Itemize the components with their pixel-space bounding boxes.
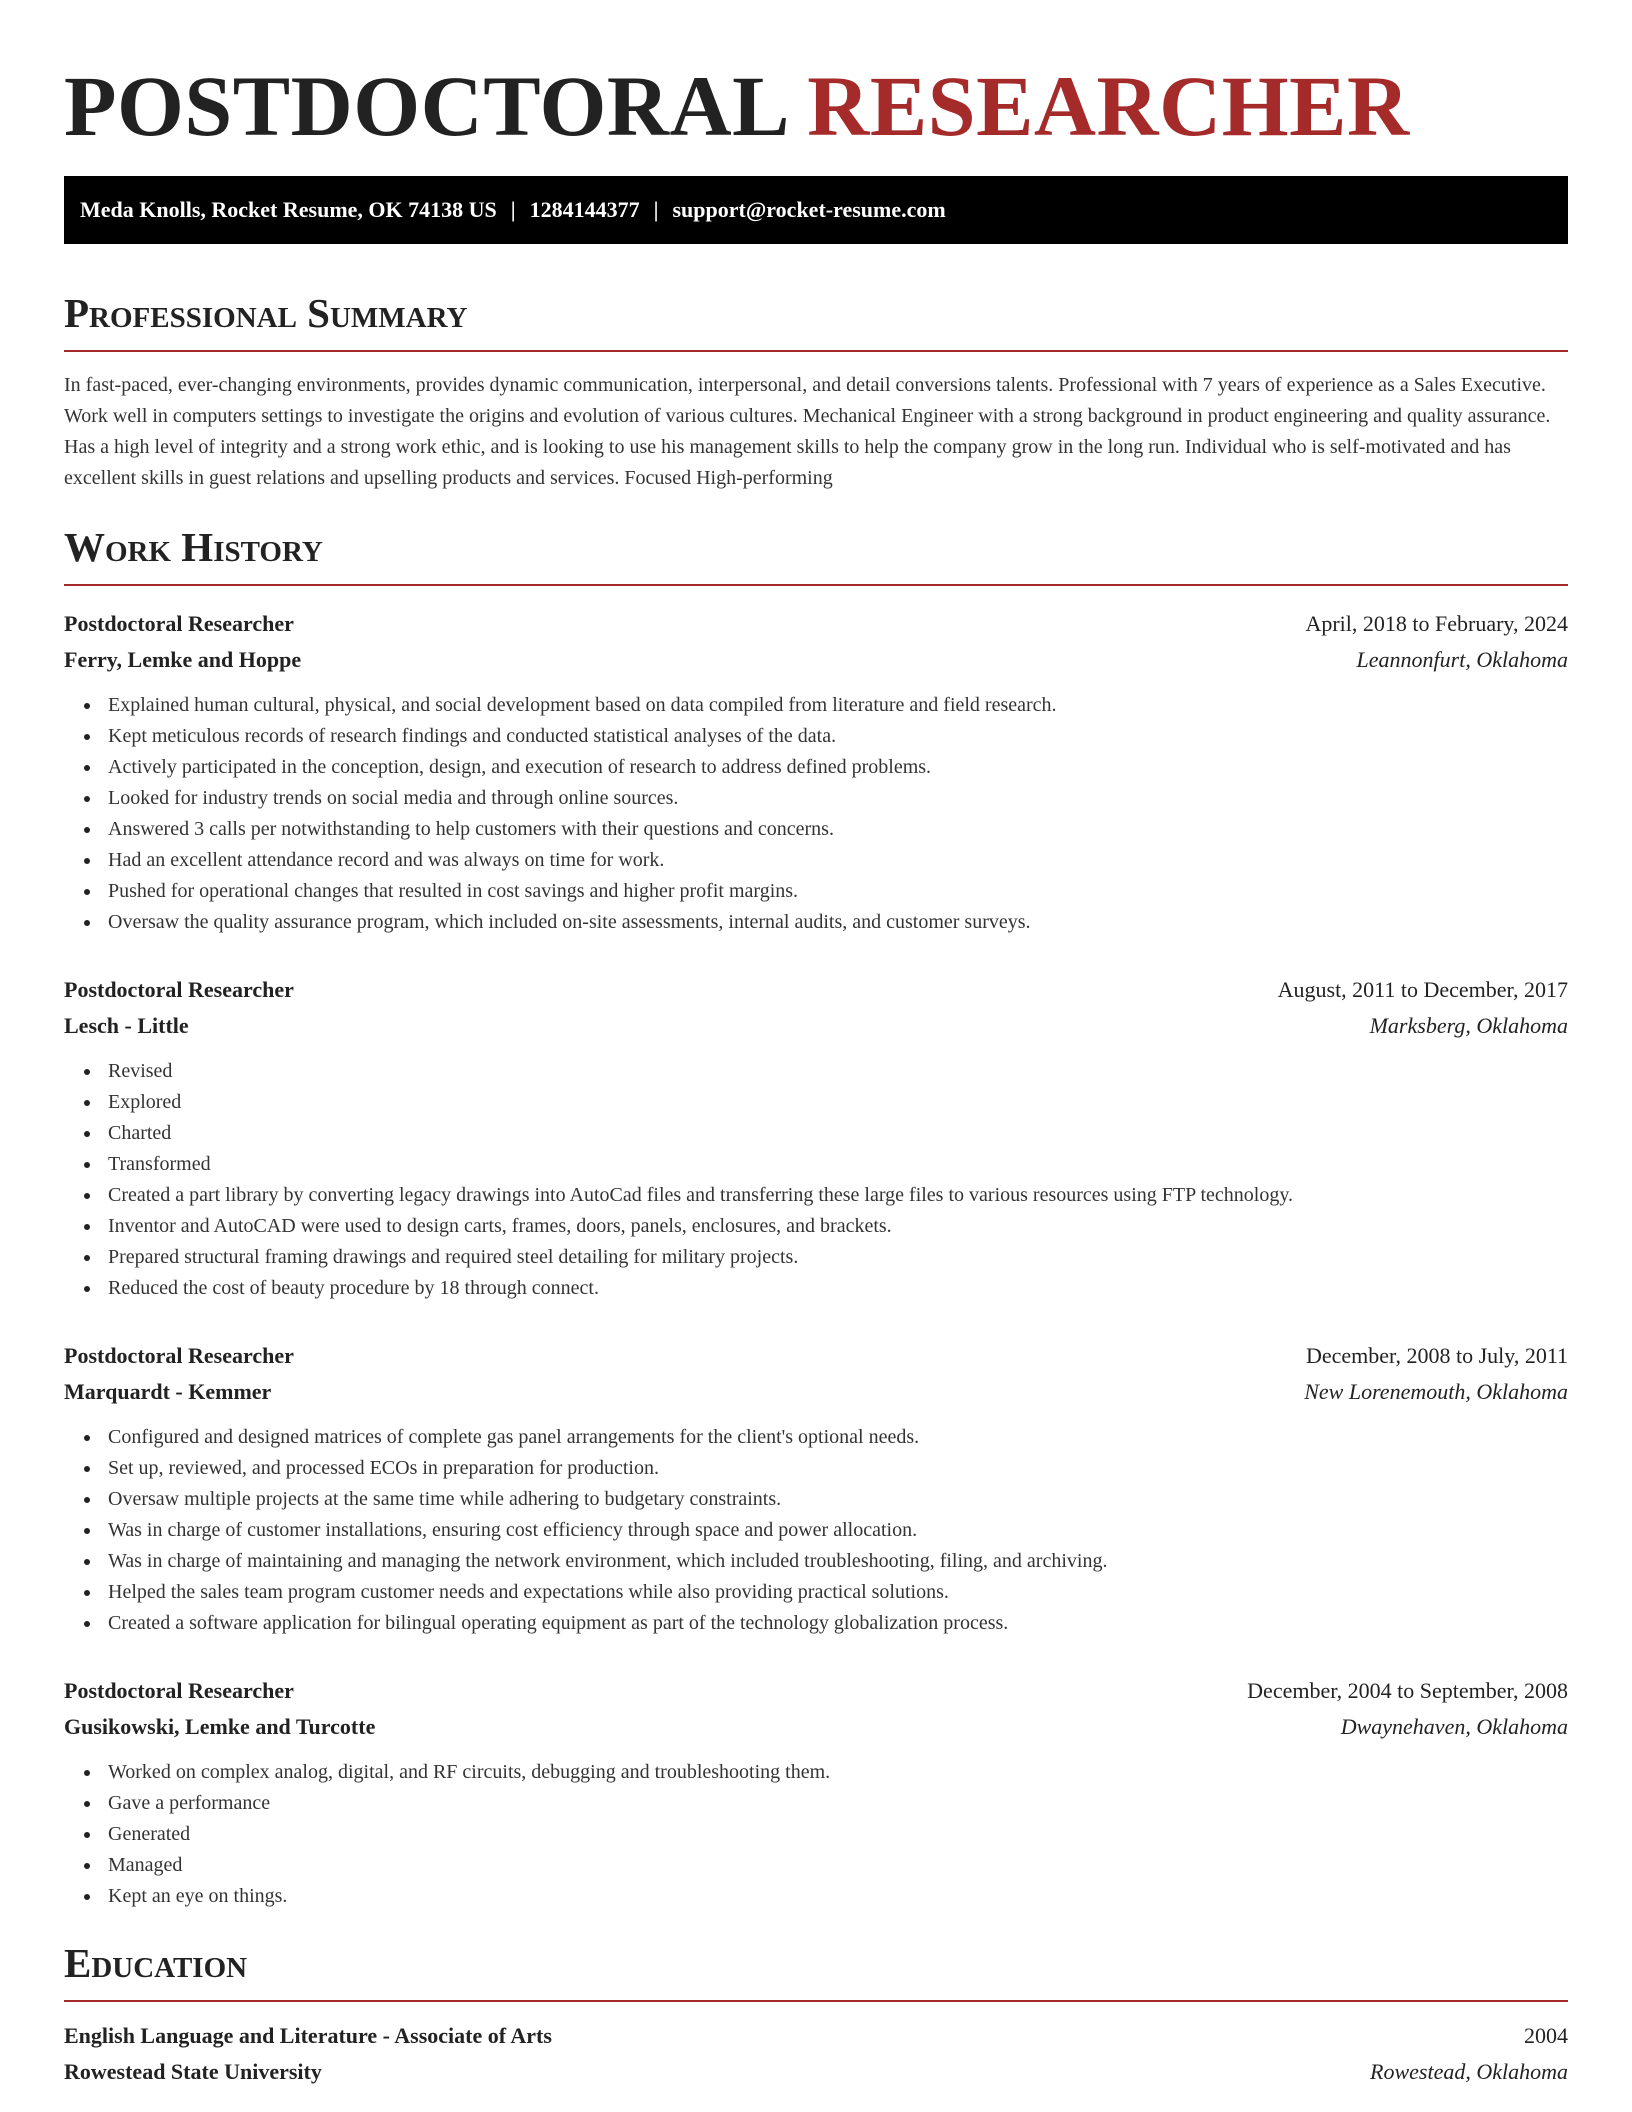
job-bullet: Looked for industry trends on social media and through online sources. — [108, 783, 1568, 814]
job-bullet: Oversaw the quality assurance program, which included on-site assessments, internal audits, and customer surveys. — [108, 907, 1568, 938]
job-bullet: Generated — [108, 1819, 1568, 1850]
education-entry — [64, 2018, 1568, 2090]
job-bullet: Revised — [108, 1056, 1568, 1087]
job-location: New Lorenemouth, Oklahoma — [1304, 1379, 1568, 1404]
job-bullet: Managed — [108, 1850, 1568, 1881]
title-first-word: POSTDOCTORAL — [64, 58, 786, 154]
job-entry — [64, 606, 1568, 938]
contact-phone: 1284144377 — [529, 197, 640, 222]
contact-address: Meda Knolls, Rocket Resume, OK 74138 US — [80, 197, 497, 222]
job-location: Leannonfurt, Oklahoma — [1356, 647, 1568, 672]
job-title: Postdoctoral Researcher — [64, 1343, 294, 1368]
education-section — [64, 1940, 1568, 2090]
job-bullet: Charted — [108, 1118, 1568, 1149]
job-header-row — [64, 606, 1568, 642]
job-dates: April, 2018 to February, 2024 — [1305, 611, 1568, 636]
education-school-row — [64, 2054, 1568, 2090]
work-history-section — [64, 524, 1568, 1912]
job-header-row — [64, 972, 1568, 1008]
job-bullet: Oversaw multiple projects at the same time while adhering to budgetary constraints. — [108, 1484, 1568, 1515]
summary-section — [64, 290, 1568, 494]
work-history-heading: Work History — [64, 524, 1568, 586]
job-dates: August, 2011 to December, 2017 — [1277, 977, 1568, 1002]
job-title: Postdoctoral Researcher — [64, 611, 294, 636]
education-degree-row — [64, 2018, 1568, 2054]
education-year: 2004 — [1524, 2023, 1568, 2048]
education-heading: Education — [64, 1940, 1568, 2002]
job-company: Marquardt - Kemmer — [64, 1379, 272, 1404]
job-company-row — [64, 642, 1568, 678]
job-bullet: Kept an eye on things. — [108, 1881, 1568, 1912]
job-bullet: Inventor and AutoCAD were used to design carts, frames, doors, panels, enclosures, and brackets. — [108, 1211, 1568, 1242]
job-company: Ferry, Lemke and Hoppe — [64, 647, 302, 672]
job-title: Postdoctoral Researcher — [64, 977, 294, 1002]
job-bullet: Created a software application for bilingual operating equipment as part of the technology globalization process. — [108, 1608, 1568, 1639]
job-company: Lesch - Little — [64, 1013, 189, 1038]
job-entry — [64, 1673, 1568, 1912]
job-bullet: Worked on complex analog, digital, and RF circuits, debugging and troubleshooting them. — [108, 1757, 1568, 1788]
job-header-row — [64, 1338, 1568, 1374]
job-bullet: Was in charge of customer installations, ensuring cost efficiency through space and power allocation. — [108, 1515, 1568, 1546]
education-location: Rowestead, Oklahoma — [1370, 2059, 1568, 2084]
education-school: Rowestead State University — [64, 2059, 322, 2084]
education-degree: English Language and Literature - Associate of Arts — [64, 2023, 552, 2048]
job-bullet-list — [64, 1422, 1568, 1639]
job-bullet: Actively participated in the conception, design, and execution of research to address defined problems. — [108, 752, 1568, 783]
job-bullet: Transformed — [108, 1149, 1568, 1180]
job-bullet: Configured and designed matrices of complete gas panel arrangements for the client's optional needs. — [108, 1422, 1568, 1453]
job-company-row — [64, 1374, 1568, 1410]
job-bullet: Explored — [108, 1087, 1568, 1118]
job-dates: December, 2008 to July, 2011 — [1305, 1343, 1568, 1368]
job-company-row — [64, 1709, 1568, 1745]
job-bullet: Had an excellent attendance record and was always on time for work. — [108, 845, 1568, 876]
job-bullet: Answered 3 calls per notwithstanding to help customers with their questions and concerns. — [108, 814, 1568, 845]
summary-heading: Professional Summary — [64, 290, 1568, 352]
job-bullet-list — [64, 1056, 1568, 1304]
job-bullet-list — [64, 690, 1568, 938]
job-bullet: Explained human cultural, physical, and social development based on data compiled from literature and field research. — [108, 690, 1568, 721]
job-title: Postdoctoral Researcher — [64, 1678, 294, 1703]
job-bullet: Prepared structural framing drawings and required steel detailing for military projects. — [108, 1242, 1568, 1273]
job-company: Gusikowski, Lemke and Turcotte — [64, 1714, 376, 1739]
summary-text: In fast-paced, ever-changing environments, provides dynamic communication, interpersonal, and detail conversions talents. Professional with 7 years of experience as a Sales Executive. Work well in computers settings to investigate the origins and evolution of various cultures. Mechanical Engineer with a strong background in product engineering and quality assurance. Has a high level of integrity and a strong work ethic, and is looking to use his management skills to help the company grow in the long run. Individual who is self-motivated and has excellent skills in guest relations and upselling products and services. Focused High-performing — [64, 374, 1551, 489]
job-company-row — [64, 1008, 1568, 1044]
job-entry — [64, 972, 1568, 1304]
job-location: Dwaynehaven, Oklahoma — [1340, 1714, 1568, 1739]
job-bullet: Pushed for operational changes that resulted in cost savings and higher profit margins. — [108, 876, 1568, 907]
job-header-row — [64, 1673, 1568, 1709]
job-bullet: Was in charge of maintaining and managing the network environment, which included troubleshooting, filing, and archiving. — [108, 1546, 1568, 1577]
job-bullet: Kept meticulous records of research findings and conducted statistical analyses of the data. — [108, 721, 1568, 752]
job-entry — [64, 1338, 1568, 1639]
page-title — [64, 0, 1568, 156]
contact-separator: | — [510, 197, 516, 222]
job-location: Marksberg, Oklahoma — [1369, 1013, 1568, 1038]
job-bullet: Set up, reviewed, and processed ECOs in preparation for production. — [108, 1453, 1568, 1484]
contact-bar — [64, 176, 1568, 244]
title-second-word: RESEARCHER — [807, 58, 1410, 154]
contact-email: support@rocket-resume.com — [672, 197, 946, 222]
contact-separator: | — [653, 197, 659, 222]
job-dates: December, 2004 to September, 2008 — [1247, 1678, 1568, 1703]
job-bullet: Created a part library by converting legacy drawings into AutoCad files and transferring these large files to various resources using FTP technology. — [108, 1180, 1568, 1211]
job-bullet: Gave a performance — [108, 1788, 1568, 1819]
job-bullet: Reduced the cost of beauty procedure by 18 through connect. — [108, 1273, 1568, 1304]
job-bullet: Helped the sales team program customer needs and expectations while also providing practical solutions. — [108, 1577, 1568, 1608]
job-bullet-list — [64, 1757, 1568, 1912]
